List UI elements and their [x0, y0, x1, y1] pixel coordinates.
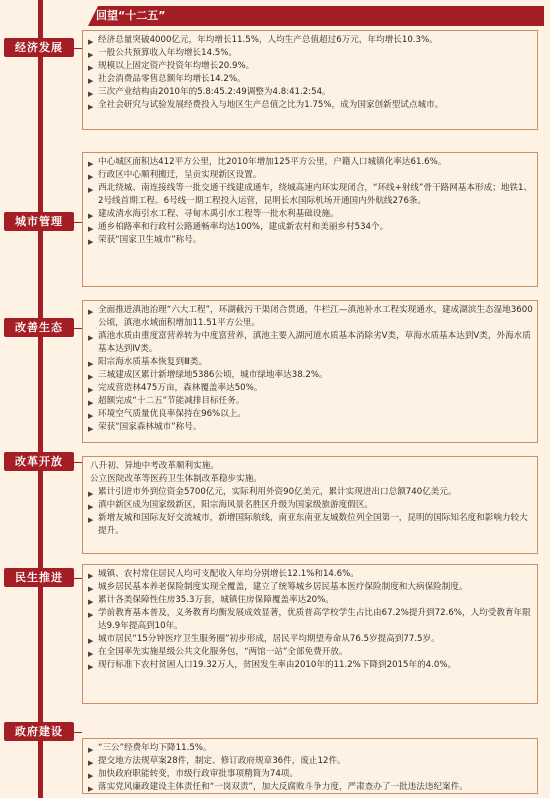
list-item [87, 781, 533, 794]
item-text: 公立医院改革等医药卫生体制改革稳步实施。 [90, 474, 262, 484]
list-item [87, 742, 533, 755]
section-label-economy: 经济发展 [4, 38, 74, 57]
item-text: 荣获“国家卫生城市”称号。 [98, 235, 202, 245]
bullet-icon: ▶ [88, 90, 94, 98]
item-text: 经济总量突破4000亿元，年均增长11.5%，人均生产总值超过6万元，年均增长10.3%。 [98, 35, 438, 45]
page-title: 回望“十二五” [96, 9, 166, 22]
bullet-icon: ▶ [88, 598, 94, 606]
list-item [87, 512, 533, 538]
list-item [87, 486, 533, 499]
bullet-icon: ▶ [88, 77, 94, 85]
bullet-icon: ▶ [88, 360, 94, 368]
item-text: 在全国率先实施星级公共文化服务包，“两馆一站”全部免费开放。 [98, 647, 348, 657]
item-text: 城市居民“15分钟医疗卫生服务圈”初步形成，居民平均期望寿命从76.5岁提高到77.5岁。 [98, 634, 440, 644]
bullet-icon: ▶ [88, 386, 94, 394]
item-text: 行政区中心顺利搬迁，呈贡实现新区设置。 [98, 170, 262, 180]
list-item [87, 73, 533, 86]
section-livelihood [82, 564, 538, 704]
bullet-icon: ▶ [88, 238, 94, 246]
list-item [87, 473, 533, 486]
bullet-icon: ▶ [88, 186, 94, 194]
item-text: 三城建成区累计新增绿地5386公顷，城市绿地率达38.2%。 [98, 370, 328, 380]
bullet-icon: ▶ [88, 759, 94, 767]
item-text: “三公”经费年均下降11.5%。 [98, 743, 212, 753]
list-item [87, 208, 533, 221]
section-label-reform: 改革开放 [4, 452, 74, 471]
item-text: 城乡居民基本养老保险制度实现全覆盖，建立了统筹城乡居民基本医疗保险制度和大病保险制度。 [98, 582, 468, 592]
bullet-icon: ▶ [88, 64, 94, 72]
list-item [87, 607, 533, 633]
list-item [87, 460, 533, 473]
bullet-icon: ▶ [88, 611, 94, 619]
list-item [87, 633, 533, 646]
connector [74, 222, 82, 223]
list-item [87, 646, 533, 659]
bullet-icon: ▶ [88, 399, 94, 407]
heading-tab [88, 6, 544, 26]
list-item [87, 34, 533, 47]
list-item [87, 581, 533, 594]
list-item [87, 356, 533, 369]
item-text: 滇中新区成为国家级新区，阳宗海风景名胜区升级为国家级旅游度假区。 [98, 500, 374, 510]
bullet-icon: ▶ [88, 785, 94, 793]
item-text: 滇池水质由重度富营养转为中度富营养，滇池主要入湖河道水质基本消除劣Ⅴ类，草海水质基本达到Ⅴ类，外海水质基本达到Ⅳ类。 [98, 331, 531, 354]
bullet-icon: ▶ [88, 585, 94, 593]
item-text: 阳宗海水质基本恢复到Ⅲ类。 [98, 357, 208, 367]
bullet-icon: ▶ [88, 637, 94, 645]
list-item [87, 755, 533, 768]
connector [74, 578, 82, 579]
bullet-icon: ▶ [88, 38, 94, 46]
bullet-icon: ▶ [88, 503, 94, 511]
list-item [87, 330, 533, 356]
bullet-icon: ▶ [88, 412, 94, 420]
bullet-icon: ▶ [88, 425, 94, 433]
list-item [87, 156, 533, 169]
item-text: 累计各类保障性住房35.3万套，城镇住房保障覆盖率达20%。 [98, 595, 334, 605]
item-text: 提交地方法规草案28件，制定、修订政府规章36件，废止12件。 [98, 756, 346, 766]
connector [74, 48, 82, 49]
section-economy [82, 30, 538, 130]
list-item [87, 421, 533, 434]
item-text: 累计引进市外到位资金5700亿元，实际利用外资90亿美元，累计实现进出口总额740亿美元。 [98, 487, 457, 497]
bullet-icon: ▶ [88, 516, 94, 524]
section-ecology [82, 300, 538, 443]
timeline-spine [38, 0, 43, 798]
item-text: 超额完成“十二五”节能减排目标任务。 [98, 396, 245, 406]
item-text: 城镇、农村常住居民人均可支配收入年均分别增长12.1%和14.6%。 [98, 569, 359, 579]
list-item [87, 594, 533, 607]
item-text: 规模以上固定资产投资年均增长20.9%。 [98, 61, 255, 71]
section-reform [82, 456, 538, 554]
list-item [87, 369, 533, 382]
connector [74, 462, 82, 463]
item-text: 学前教育基本普及，义务教育均衡发展成效显著，优质普高学校学生占比由67.2%提升到72.6%，人均受教育年限达9.9年提高到10年。 [98, 608, 531, 631]
item-text: 全社会研究与试验发展经费投入与地区生产总值之比为1.75%，成为国家创新型试点城市。 [98, 100, 444, 110]
item-text: 环境空气质量优良率保持在96%以上。 [98, 409, 247, 419]
list-item [87, 169, 533, 182]
item-text: 加快政府职能转变，市级行政审批事项精简为74项。 [98, 769, 298, 779]
section-label-government: 政府建设 [4, 722, 74, 741]
item-text: 社会消费品零售总额年均增长14.2%。 [98, 74, 246, 84]
list-item [87, 568, 533, 581]
bullet-icon: ▶ [88, 212, 94, 220]
item-text: 中心城区面积达412平方公里，比2010年增加125平方公里，户籍人口城镇化率达61.6%。 [98, 157, 447, 167]
list-item [87, 395, 533, 408]
list-item [87, 768, 533, 781]
bullet-icon: ▶ [88, 334, 94, 342]
bullet-icon: ▶ [88, 225, 94, 233]
section-urban-management [82, 152, 538, 287]
bullet-icon: ▶ [88, 772, 94, 780]
item-text: 西北绕城、南连接线等一批交通干线建成通车，绕城高速内环实现闭合，“环线+射线”骨干路网基本形成；地铁1、2号线首期工程、6号线一期工程投入运营，昆明长水国际机场开通国内外航线276条。 [98, 183, 533, 206]
bullet-icon: ▶ [88, 103, 94, 111]
item-text: 新增友城和国际友好交流城市，新增国际航线，南亚东南亚友城数位列全国第一，昆明的国际知名度和影响力较大提升。 [98, 513, 528, 536]
list-item [87, 47, 533, 60]
item-text: 通乡柏路率和行政村公路通畅率均达100%，建成新农村和美丽乡村534个。 [98, 222, 389, 232]
bullet-icon: ▶ [88, 650, 94, 658]
list-item [87, 382, 533, 395]
bullet-icon: ▶ [88, 373, 94, 381]
bullet-icon: ▶ [88, 308, 94, 316]
section-government [82, 738, 538, 794]
bullet-icon: ▶ [88, 160, 94, 168]
item-text: 全面推进滇池治理“六大工程”，环湖截污干渠闭合贯通，牛栏江—滇池补水工程实现通水，建成湖滨生态湿地3600公顷，滇池水域面积增加11.51平方公里。 [98, 305, 533, 328]
list-item [87, 234, 533, 247]
list-item [87, 499, 533, 512]
list-item [87, 182, 533, 208]
section-label-ecology: 改善生态 [4, 318, 74, 337]
list-item [87, 659, 533, 672]
list-item [87, 99, 533, 112]
section-label-urban-management: 城市管理 [4, 212, 74, 231]
item-text: 一般公共预算收入年均增长14.5%。 [98, 48, 238, 58]
bullet-icon: ▶ [88, 572, 94, 580]
bullet-icon: ▶ [88, 746, 94, 754]
item-text: 完成营造林475万亩，森林覆盖率达50%。 [98, 383, 263, 393]
list-item [87, 221, 533, 234]
list-item [87, 60, 533, 73]
bullet-icon: ▶ [88, 663, 94, 671]
bullet-icon: ▶ [88, 51, 94, 59]
list-item [87, 408, 533, 421]
list-item [87, 304, 533, 330]
item-text: 落实党风廉政建设主体责任和“一岗双责”，加大反腐败斗争力度，严肃查办了一批违法违纪案件。 [98, 782, 468, 792]
connector [74, 732, 82, 733]
item-text: 建成清水海引水工程、寻甸木禹引水工程等一批水利基础设施。 [98, 209, 339, 219]
section-label-livelihood: 民生推进 [4, 568, 74, 587]
list-item [87, 86, 533, 99]
connector [74, 328, 82, 329]
item-text: 荣获“国家森林城市”称号。 [98, 422, 202, 432]
item-text: 三次产业结构由2010年的5.8:45.2:49调整为4.8:41.2:54。 [98, 87, 331, 97]
item-text: 现行标准下农村贫困人口19.32万人，贫困发生率由2010年的11.2%下降到2015年的4.0%。 [98, 660, 457, 670]
item-text: 八升初、异地中考改革顺利实施。 [90, 461, 219, 471]
bullet-icon: ▶ [88, 490, 94, 498]
bullet-icon: ▶ [88, 173, 94, 181]
